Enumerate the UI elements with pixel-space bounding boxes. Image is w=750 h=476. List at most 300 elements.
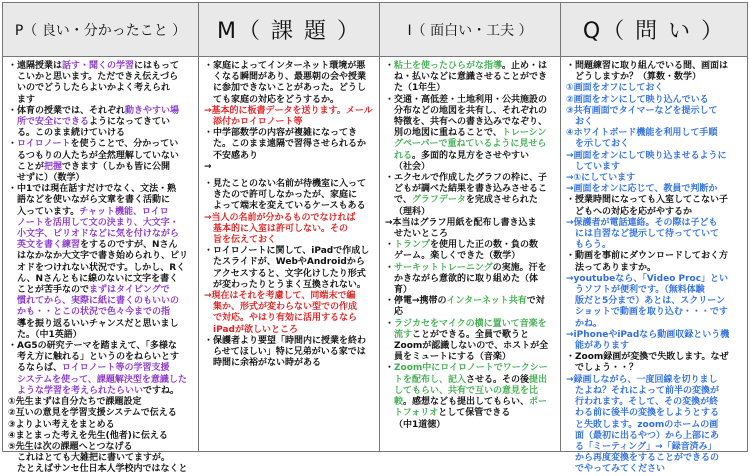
text-segment: 粘土を使ったひらがな指導	[394, 61, 503, 71]
text-segment: 旨を伝えておく	[213, 235, 277, 246]
text-segment: インターネット共有	[446, 296, 527, 307]
text-segment: ことができる。全員で歌うと	[412, 329, 530, 340]
column-header-m: M（ 課 題 ）	[199, 3, 379, 57]
text-line	[204, 257, 375, 268]
text-line	[204, 83, 375, 94]
text-segment: オドをつけれない状況です。しかし、Rく	[17, 262, 186, 273]
text-line	[385, 151, 556, 162]
text-line	[8, 229, 194, 240]
text-segment: ことが	[17, 161, 45, 172]
text-segment: ・授業時間になっても入室してこない子	[566, 195, 729, 206]
text-segment: ④まとまった考えを先生(他者)に伝える	[8, 430, 168, 441]
text-segment: 動きやすい場	[125, 105, 180, 116]
text-line	[566, 72, 743, 83]
text-segment: おく	[575, 117, 594, 128]
text-line	[385, 420, 556, 431]
text-segment: 。感想なども提出してもらい、	[403, 397, 530, 408]
text-line	[566, 251, 743, 262]
text-line	[204, 190, 375, 201]
text-line	[8, 117, 194, 128]
text-segment: 面（最初に出るやつ）から上部にあ	[575, 430, 720, 441]
text-line	[204, 72, 375, 83]
text-segment: ・中学部数学の内容が複雑になってき	[204, 128, 358, 139]
text-line	[8, 352, 194, 363]
text-segment: から再度変換をすることができるの	[575, 453, 720, 464]
text-line	[566, 453, 743, 464]
text-segment: 時間に余裕がない時がある	[213, 358, 322, 369]
text-line	[204, 139, 375, 150]
text-segment: ・保護者より要望「時間内に授業を終わ	[204, 335, 367, 346]
text-segment: しています	[575, 161, 621, 172]
text-line	[8, 61, 194, 72]
text-line	[566, 184, 743, 195]
text-line	[8, 162, 194, 173]
text-line	[8, 106, 194, 117]
text-line	[385, 117, 556, 128]
column-header-q: Q（ 問 い ）	[561, 3, 747, 57]
text-line	[385, 184, 556, 195]
text-segment: 流す	[394, 329, 413, 340]
text-line	[204, 235, 375, 246]
text-segment: もらう。	[575, 240, 612, 251]
text-segment: ・体育の授業では、それぞれ	[8, 105, 126, 116]
text-segment: うソフトが便利です。（無料体験	[575, 285, 705, 296]
text-segment: る。このまま続けていける	[17, 128, 126, 139]
text-segment: 入っています。	[17, 206, 80, 217]
text-line	[8, 285, 194, 296]
text-segment: には自習など提示して待ってていて	[575, 229, 720, 240]
text-segment: こいかと思います。ただできえ伝えづら	[17, 72, 179, 83]
text-segment: どもへの対応を応がやするか	[575, 206, 693, 217]
text-segment: ①画面をオフにしておく	[566, 83, 664, 94]
text-line	[385, 307, 556, 318]
text-segment: 分布などの地図を共有し、それぞれの	[394, 105, 548, 116]
text-line	[385, 408, 556, 419]
text-segment: ても家庭の対応をどうするか。	[213, 94, 340, 105]
text-line	[566, 229, 743, 240]
text-segment: →現在はそれを考慮して、同端末で編	[204, 291, 356, 302]
text-line	[566, 442, 743, 453]
text-line	[204, 224, 375, 235]
text-segment: ます	[17, 94, 36, 105]
text-line	[385, 263, 556, 274]
text-segment: 行われます。そして、その変換が終	[575, 397, 719, 408]
text-segment: たよね？それによって前半の変換が	[575, 385, 720, 396]
text-line	[566, 83, 743, 94]
text-segment: ・ロイロノートに関して、iPadで作成し	[204, 246, 370, 257]
text-line	[8, 442, 194, 453]
text-line	[8, 95, 194, 106]
text-segment: かきながら意欲的に取り組めた（体	[394, 273, 539, 284]
text-line	[566, 173, 743, 184]
column-body-i	[380, 57, 560, 431]
text-segment: で、	[394, 195, 412, 206]
text-line	[566, 386, 743, 397]
text-line	[566, 330, 743, 341]
text-segment: きたので許可しなかったが、家庭に	[213, 190, 358, 201]
text-segment: アクセスすると、文字化けしたり形式	[213, 268, 366, 279]
text-segment: ロイロノート	[17, 139, 71, 150]
text-line	[566, 408, 743, 419]
text-segment: を示しておく	[575, 139, 630, 150]
text-segment: でやってみてください	[575, 464, 666, 475]
text-segment: グラフデータ	[411, 195, 466, 206]
text-line	[8, 128, 194, 139]
text-line	[566, 397, 743, 408]
text-line	[385, 341, 556, 352]
text-segment: 英文を書く練習	[17, 240, 81, 251]
text-line	[385, 218, 556, 229]
text-segment: ・Zoom録画が変換で失敗します。なぜ	[566, 352, 729, 363]
text-line	[566, 296, 743, 307]
text-segment: ・家庭によってインターネット環境が悪	[204, 61, 366, 71]
text-segment: ノートを活用して文の決まり、大文字・	[17, 217, 179, 228]
text-segment: 版だと5分まで）あとは、スクリーン	[575, 296, 726, 307]
text-line	[385, 285, 556, 296]
text-line	[385, 195, 556, 206]
text-segment: ・見たことのない名前が待機室に入って	[204, 179, 367, 190]
text-line	[566, 263, 743, 274]
text-line	[566, 128, 743, 139]
text-line	[385, 61, 556, 72]
text-segment: せずに）（数学）	[17, 173, 85, 184]
text-line	[385, 296, 556, 307]
text-line	[8, 386, 194, 397]
text-segment: らせてほしい」特に兄弟がいる家では	[213, 347, 366, 358]
text-segment: として保管できる	[438, 408, 511, 419]
text-segment: かね。	[575, 318, 603, 329]
text-segment: で対	[526, 296, 545, 307]
text-segment: トレーシン	[501, 128, 547, 139]
text-segment: せたいところ	[394, 229, 449, 240]
text-segment: ・中1では現在話すだけでなく、文法・熟	[8, 184, 177, 195]
text-segment: 導を振り返るいいチャンスだと思いまし	[17, 318, 179, 329]
text-line	[566, 61, 743, 72]
text-line	[204, 201, 375, 212]
text-line	[8, 218, 194, 229]
text-segment: ・	[385, 240, 395, 251]
text-line	[385, 173, 556, 184]
text-line	[8, 341, 194, 352]
text-segment: るならば、	[17, 363, 63, 374]
text-segment: と失敗します。zoomのホームの画	[575, 419, 719, 430]
text-segment: トフォリオ	[394, 408, 439, 419]
text-segment: （中1道徳）	[394, 419, 446, 430]
text-segment: サーキットトレーニング	[394, 262, 493, 273]
text-line	[566, 207, 743, 218]
text-line	[204, 179, 375, 190]
text-line	[385, 330, 556, 341]
text-segment: を使うことで、分かってい	[70, 139, 179, 150]
text-segment: →基本的に板書データを送ります。メール	[204, 105, 373, 116]
text-line	[8, 184, 194, 195]
text-line	[204, 117, 375, 128]
reflection-board	[2, 2, 748, 475]
column-header-p: P（ 良い・分かったこと ）	[3, 3, 198, 57]
text-line	[204, 95, 375, 106]
text-line	[8, 151, 194, 162]
text-segment: →youtubeなら、「Video Proc」とい	[566, 273, 729, 284]
text-segment: ・	[385, 318, 395, 329]
text-line	[8, 274, 194, 285]
text-line	[385, 375, 556, 386]
text-segment: る「ミーティング」→「録音済み」	[575, 441, 717, 452]
text-line	[204, 280, 375, 291]
text-segment: できます（しかも皆に公開	[62, 161, 171, 172]
text-segment: いのでどうしたらよいかよく考えられ	[17, 83, 171, 94]
text-segment: 不安感あり	[213, 150, 259, 161]
text-line	[204, 347, 375, 358]
text-segment: 話す・聞くの学習	[62, 61, 135, 71]
text-line	[8, 464, 194, 475]
text-segment: チャット機能、ロイロ	[79, 206, 169, 217]
column-body-p	[3, 57, 198, 476]
text-line	[385, 397, 556, 408]
column-m-issues	[199, 3, 380, 451]
text-segment: ん、Nさんともに線のないに文字を書く	[17, 273, 179, 284]
text-segment: 小文字、ピリオドなどに気を付けながら	[17, 229, 179, 240]
text-line	[8, 420, 194, 431]
text-line	[8, 173, 194, 184]
text-segment: ようになってきてい	[89, 117, 171, 128]
text-segment: ・	[385, 262, 395, 273]
text-line	[566, 464, 743, 475]
text-line	[566, 117, 743, 128]
text-line	[204, 246, 375, 257]
text-line	[204, 302, 375, 313]
text-segment: →保護者が電話連絡。その際は子ども	[566, 217, 718, 228]
text-segment: 提出	[529, 374, 548, 385]
text-segment: ことが苦手なので	[17, 285, 90, 296]
text-segment: れる	[394, 150, 413, 161]
text-segment: 慣れてから、実際に紙に書くのもいいの	[17, 296, 180, 307]
text-line	[385, 162, 556, 173]
text-line	[8, 240, 194, 251]
text-line	[385, 207, 556, 218]
text-line	[8, 363, 194, 374]
text-segment: が変わったりとうまく互換されない。	[213, 279, 366, 290]
text-line	[204, 162, 375, 173]
text-segment: ・停電→携帯の	[385, 296, 447, 307]
text-segment: 語などを使いながら文章を書く活動に	[17, 195, 171, 206]
text-line	[566, 285, 743, 296]
text-segment: ・遠隔授業は	[8, 61, 63, 71]
column-q-questions	[561, 3, 747, 475]
text-line	[566, 151, 743, 162]
text-segment: 能があります	[575, 341, 630, 352]
text-segment: トランプ	[394, 240, 431, 251]
text-segment: ですね。	[143, 385, 180, 396]
text-segment: →	[204, 161, 212, 172]
text-segment: たとえばサンセ仕日本人学校内ではなくと	[17, 464, 188, 475]
text-line	[566, 274, 743, 285]
text-segment: →本当はグラフ用紙を配布し書き込ま	[385, 217, 537, 228]
text-line	[385, 128, 556, 139]
column-body-m	[199, 57, 379, 369]
text-segment: を完成させられた	[465, 195, 538, 206]
text-line	[8, 72, 194, 83]
text-segment: た。このまま遠隔で習得させられるか	[213, 139, 367, 150]
text-segment: の実施。汗を	[492, 262, 547, 273]
text-line	[566, 195, 743, 206]
text-line	[204, 358, 375, 369]
text-line	[385, 240, 556, 251]
text-segment: にはもって	[134, 61, 180, 71]
text-segment: 応	[394, 307, 404, 318]
text-line	[566, 420, 743, 431]
text-segment: まずはタイピングで	[89, 285, 170, 296]
text-segment: でしょう・・？	[575, 363, 639, 374]
text-segment: どうしますか？（算数・数学）	[575, 72, 702, 83]
text-line	[8, 330, 194, 341]
text-line	[566, 375, 743, 386]
column-p-good-points	[3, 3, 199, 475]
text-segment: ⑤先生は次の課題へとつなげる	[8, 441, 133, 452]
text-segment: に参加できないことがあった。どうし	[213, 83, 366, 94]
text-segment: かも・・とこの状況で色々今までの指	[17, 307, 171, 318]
text-segment: 別の地図に重ねることで、	[394, 128, 502, 139]
text-segment: 法ってありますか。	[575, 262, 657, 273]
text-line	[385, 95, 556, 106]
text-segment: 把握	[44, 161, 63, 172]
text-line	[204, 151, 375, 162]
text-line	[8, 408, 194, 419]
text-line	[385, 251, 556, 262]
text-segment: 育）	[394, 285, 413, 296]
text-segment: システムを使って、課題解決型を意識した	[17, 374, 187, 385]
text-segment: で対応。やはり有効に活用するなら	[213, 313, 358, 324]
text-line	[385, 363, 556, 374]
text-segment: グペーパーで重ねているように見せら	[394, 139, 547, 150]
text-segment: た。（中1英語）	[17, 329, 82, 340]
text-segment: （理科）	[394, 206, 431, 217]
text-line	[385, 386, 556, 397]
text-segment: 特徴を、共有への書き込みでなぞり、	[394, 117, 548, 128]
text-line	[385, 72, 556, 83]
text-segment: ゲーム。楽しくできた（数学）	[394, 251, 521, 262]
text-line	[566, 307, 743, 318]
text-line	[204, 291, 375, 302]
text-line	[8, 251, 194, 262]
text-line	[8, 195, 194, 206]
text-line	[8, 307, 194, 318]
text-line	[385, 83, 556, 94]
text-line	[8, 453, 194, 464]
text-line	[8, 397, 194, 408]
text-segment: ・AG5の研究テーマを踏まえて、「多様な	[8, 341, 177, 352]
text-line	[8, 319, 194, 330]
text-line	[566, 218, 743, 229]
text-line	[8, 83, 194, 94]
text-segment: ②互いの意見を学習支援システムで伝える	[8, 408, 177, 419]
text-line	[204, 61, 375, 72]
text-segment: わる前に後半の変換をしようとする	[575, 408, 720, 419]
text-segment: ポー	[529, 397, 548, 408]
text-segment: ね・払いなどに意識させることができ	[394, 72, 548, 83]
text-segment: 集か、形式が変わらない型での作成	[213, 302, 358, 313]
text-segment: ・	[385, 61, 395, 71]
text-segment: →画面をオンに応じて、教員で判断か	[566, 184, 718, 195]
text-line	[566, 431, 743, 442]
column-i-ideas	[380, 3, 561, 451]
text-segment: （社会）	[394, 161, 431, 172]
text-segment: 員をミュートにする（音楽）	[394, 352, 511, 363]
text-segment: させる。その後	[466, 374, 530, 385]
text-segment: ・動画を事前にダウンロードしておく方	[566, 251, 729, 262]
text-line	[8, 431, 194, 442]
text-segment: ラジカセをマイクの横に置いて音楽を	[394, 318, 547, 329]
text-line	[204, 106, 375, 117]
text-line	[566, 95, 743, 106]
text-line	[204, 213, 375, 224]
text-line	[8, 263, 194, 274]
text-segment: 較	[394, 397, 404, 408]
text-segment: ②画面をオンにして映り込んでいる	[566, 94, 709, 105]
text-segment: くなる瞬間があり、最悪朝の会や授業	[213, 72, 367, 83]
text-segment: よって端末を変えているケースもある	[213, 201, 366, 212]
text-line	[385, 229, 556, 240]
text-segment: ③共有画面でタイマーなどを提示して	[566, 105, 718, 116]
text-segment: ・交通・高低差・土地利用・公共施設の	[385, 94, 548, 105]
text-line	[8, 207, 194, 218]
text-segment: 。多面的な見方をさせやすい	[412, 150, 530, 161]
text-segment: た（1年生）	[394, 83, 446, 94]
text-line	[385, 352, 556, 363]
text-segment: ロイロノート等の学習支援	[62, 363, 170, 374]
text-segment: ような学習を考えられたらいい	[17, 385, 144, 396]
text-segment: 基本的に入室は許可しない。その	[213, 223, 349, 234]
text-segment: たスライドが、WebやAndroidから	[213, 257, 365, 268]
text-line	[566, 341, 743, 352]
text-segment: 考え方に触れる」というのをねらいとす	[17, 352, 180, 363]
text-segment: →当人の名前が分かるものでなければ	[204, 212, 356, 223]
text-segment: ・	[385, 363, 395, 374]
text-segment: してもらい、共有で互いの意見を比	[394, 385, 539, 396]
text-segment: これはとても大雑把に書いてますが。	[17, 453, 171, 464]
text-segment: ①先生まずは自分たちで課題設定	[8, 397, 142, 408]
text-line	[385, 319, 556, 330]
text-segment: 所で安全にできる	[17, 117, 90, 128]
text-segment: →録画しながら、一度回線を切りまし	[566, 374, 718, 385]
text-line	[566, 162, 743, 173]
text-line	[566, 139, 743, 150]
text-segment: iPadが欲しいところ	[213, 324, 298, 335]
text-line	[566, 363, 743, 374]
column-body-q	[561, 57, 747, 476]
text-line	[204, 269, 375, 280]
text-line	[8, 296, 194, 307]
text-line	[204, 336, 375, 347]
text-line	[385, 274, 556, 285]
text-line	[566, 352, 743, 363]
text-segment: ショットで動画を取り込む・・・です	[575, 307, 728, 318]
text-line	[204, 313, 375, 324]
text-segment: ③よりよい考えをまとめる	[8, 419, 115, 430]
text-segment: →iPhoneやiPadなら動画収録という機	[566, 329, 730, 340]
text-segment: はなかなか大文字で書き始められり、ピリ	[17, 251, 189, 262]
text-segment: Zoomが認識しないので、ホストが全	[394, 341, 549, 352]
text-segment: どもが調べた結果を書き込みさせるこ	[394, 184, 548, 195]
text-segment: ・問題練習に取り組んでいる間、画面は	[566, 61, 729, 71]
text-line	[566, 106, 743, 117]
text-segment: →画面をオンにして映り込ませるように	[566, 150, 727, 161]
text-segment: →①にしています	[566, 173, 636, 184]
text-line	[566, 319, 743, 330]
text-segment: ・	[8, 139, 18, 150]
text-segment: をするのですが、Nさん	[80, 240, 178, 251]
text-line	[566, 240, 743, 251]
text-line	[8, 375, 194, 386]
